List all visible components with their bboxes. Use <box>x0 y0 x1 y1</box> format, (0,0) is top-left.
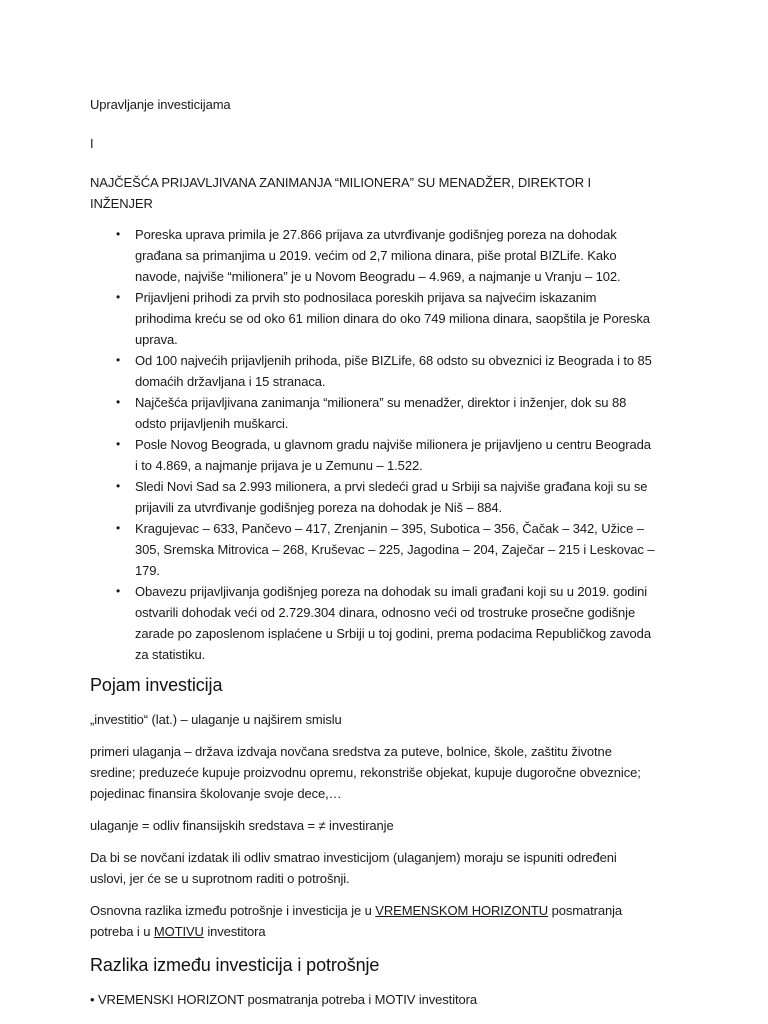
bullet-icon: • <box>116 290 121 304</box>
bullet-icon: • <box>116 395 121 409</box>
list-item <box>116 287 656 350</box>
list-item <box>116 224 656 287</box>
difference-paragraph <box>90 900 656 942</box>
difference-text-c: posmatranja potreba i u <box>90 903 623 939</box>
list-item-text: Kragujevac – 633, Pančevo – 417, Zrenjanin – 395, Subotica – 356, Čačak – 342, Užice – 305, Sremska Mitrovica – 268, Kruševac – 225, Jagodina – 204, Zaječar – 215 i Leskovac – 179. <box>135 521 655 578</box>
definition-paragraph: „investitio“ (lat.) – ulaganje u najširem smislu <box>90 712 342 727</box>
bullet-list <box>90 224 656 665</box>
section-number: I <box>90 136 94 151</box>
list-item-text: Od 100 najvećih prijavljenih prihoda, piše BIZLife, 68 odsto su obveznici iz Beograda i to 85 domaćih državljana i 15 stranaca. <box>135 353 652 389</box>
list-item <box>116 350 656 392</box>
section-heading-razlika: Razlika između investicija i potrošnje <box>90 955 380 975</box>
bullet-icon: • <box>116 437 121 451</box>
list-item-text: Najčešća prijavljivana zanimanja “milionera” su menadžer, direktor i inženjer, dok su 88 odsto prijavljenih muškarci. <box>135 395 627 431</box>
section-heading-pojam: Pojam investicija <box>90 675 223 695</box>
list-item <box>116 434 656 476</box>
motive-underlined: MOTIVU <box>153 924 204 939</box>
list-item <box>116 518 656 581</box>
bullet-icon: • <box>116 353 121 367</box>
list-item <box>116 581 656 665</box>
difference-text-a: Osnovna razlika između potrošnje i investicija je u <box>90 903 376 918</box>
list-item <box>116 392 656 434</box>
document-title: Upravljanje investicijama <box>90 97 231 112</box>
examples-paragraph: primeri ulaganja – država izdvaja novčana sredstva za puteve, bolnice, škole, zaštitu životne sredine; preduzeće kupuje proizvodnu opremu, rekonstriše objekat, kupuje dugoročne obveznice; pojedinac finansira školovanje svoje dece,… <box>90 744 641 801</box>
list-item <box>116 476 656 518</box>
list-item-text: Sledi Novi Sad sa 2.993 milionera, a prvi sledeći grad u Srbiji sa najviše građana koji su se prijavili za utvrđivanje godišnjeg poreza na dohodak je Niš – 884. <box>135 479 648 515</box>
conditions-paragraph: Da bi se novčani izdatak ili odliv smatrao investicijom (ulaganjem) moraju se ispuniti određeni uslovi, jer će se u suprotnom raditi o potrošnji. <box>90 850 617 886</box>
bullet-icon: • <box>116 521 121 535</box>
list-item-text: Poreska uprava primila je 27.866 prijava za utvrđivanje godišnjeg poreza na dohodak građana sa primanjima u 2019. većim od 2,7 miliona dinara, piše protal BIZLife. Kako navode, najviše “milionera” je u Novom Beogradu – 4.969, a najmanje u Vranju – 102. <box>135 227 621 284</box>
bullet-icon: • <box>116 584 121 598</box>
list-item-text: Prijavljeni prihodi za prvih sto podnosilaca poreskih prijava sa najvećim iskazanim prihodima kreću se od oko 61 milion dinara do oko 749 miliona dinara, saopštila je Poreska uprava. <box>135 290 650 347</box>
list-item-text: Posle Novog Beograda, u glavnom gradu najviše milionera je prijavljeno u centru Beograda i to 4.869, a najmanje prijava je u Zemunu – 1.522. <box>135 437 651 473</box>
difference-text-e: investitora <box>203 924 266 939</box>
list-item-text: Obavezu prijavljivanja godišnjeg poreza na dohodak su imali građani koji su u 2019. godini ostvarili dohodak veći od 2.729.304 dinara, odnosno veći od trostruke prosečne godišnje zarade po zaposlenom isplaćene u Srbiji u toj godini, prema podacima Republičkog zavoda za statistiku. <box>135 584 651 662</box>
equation-paragraph: ulaganje = odliv finansijskih sredstava = ≠ investiranje <box>90 818 394 833</box>
bullet-icon: • <box>116 479 121 493</box>
summary-bullet: • VREMENSKI HORIZONT posmatranja potreba i MOTIV investitora <box>90 992 477 1007</box>
time-horizon-underlined: VREMENSKOM HORIZONTU <box>375 903 549 918</box>
article-headline: NAJČEŠĆA PRIJAVLJIVANA ZANIMANJA “MILIONERA” SU MENADŽER, DIREKTOR I INŽENJER <box>90 175 592 211</box>
bullet-icon: • <box>116 227 121 241</box>
